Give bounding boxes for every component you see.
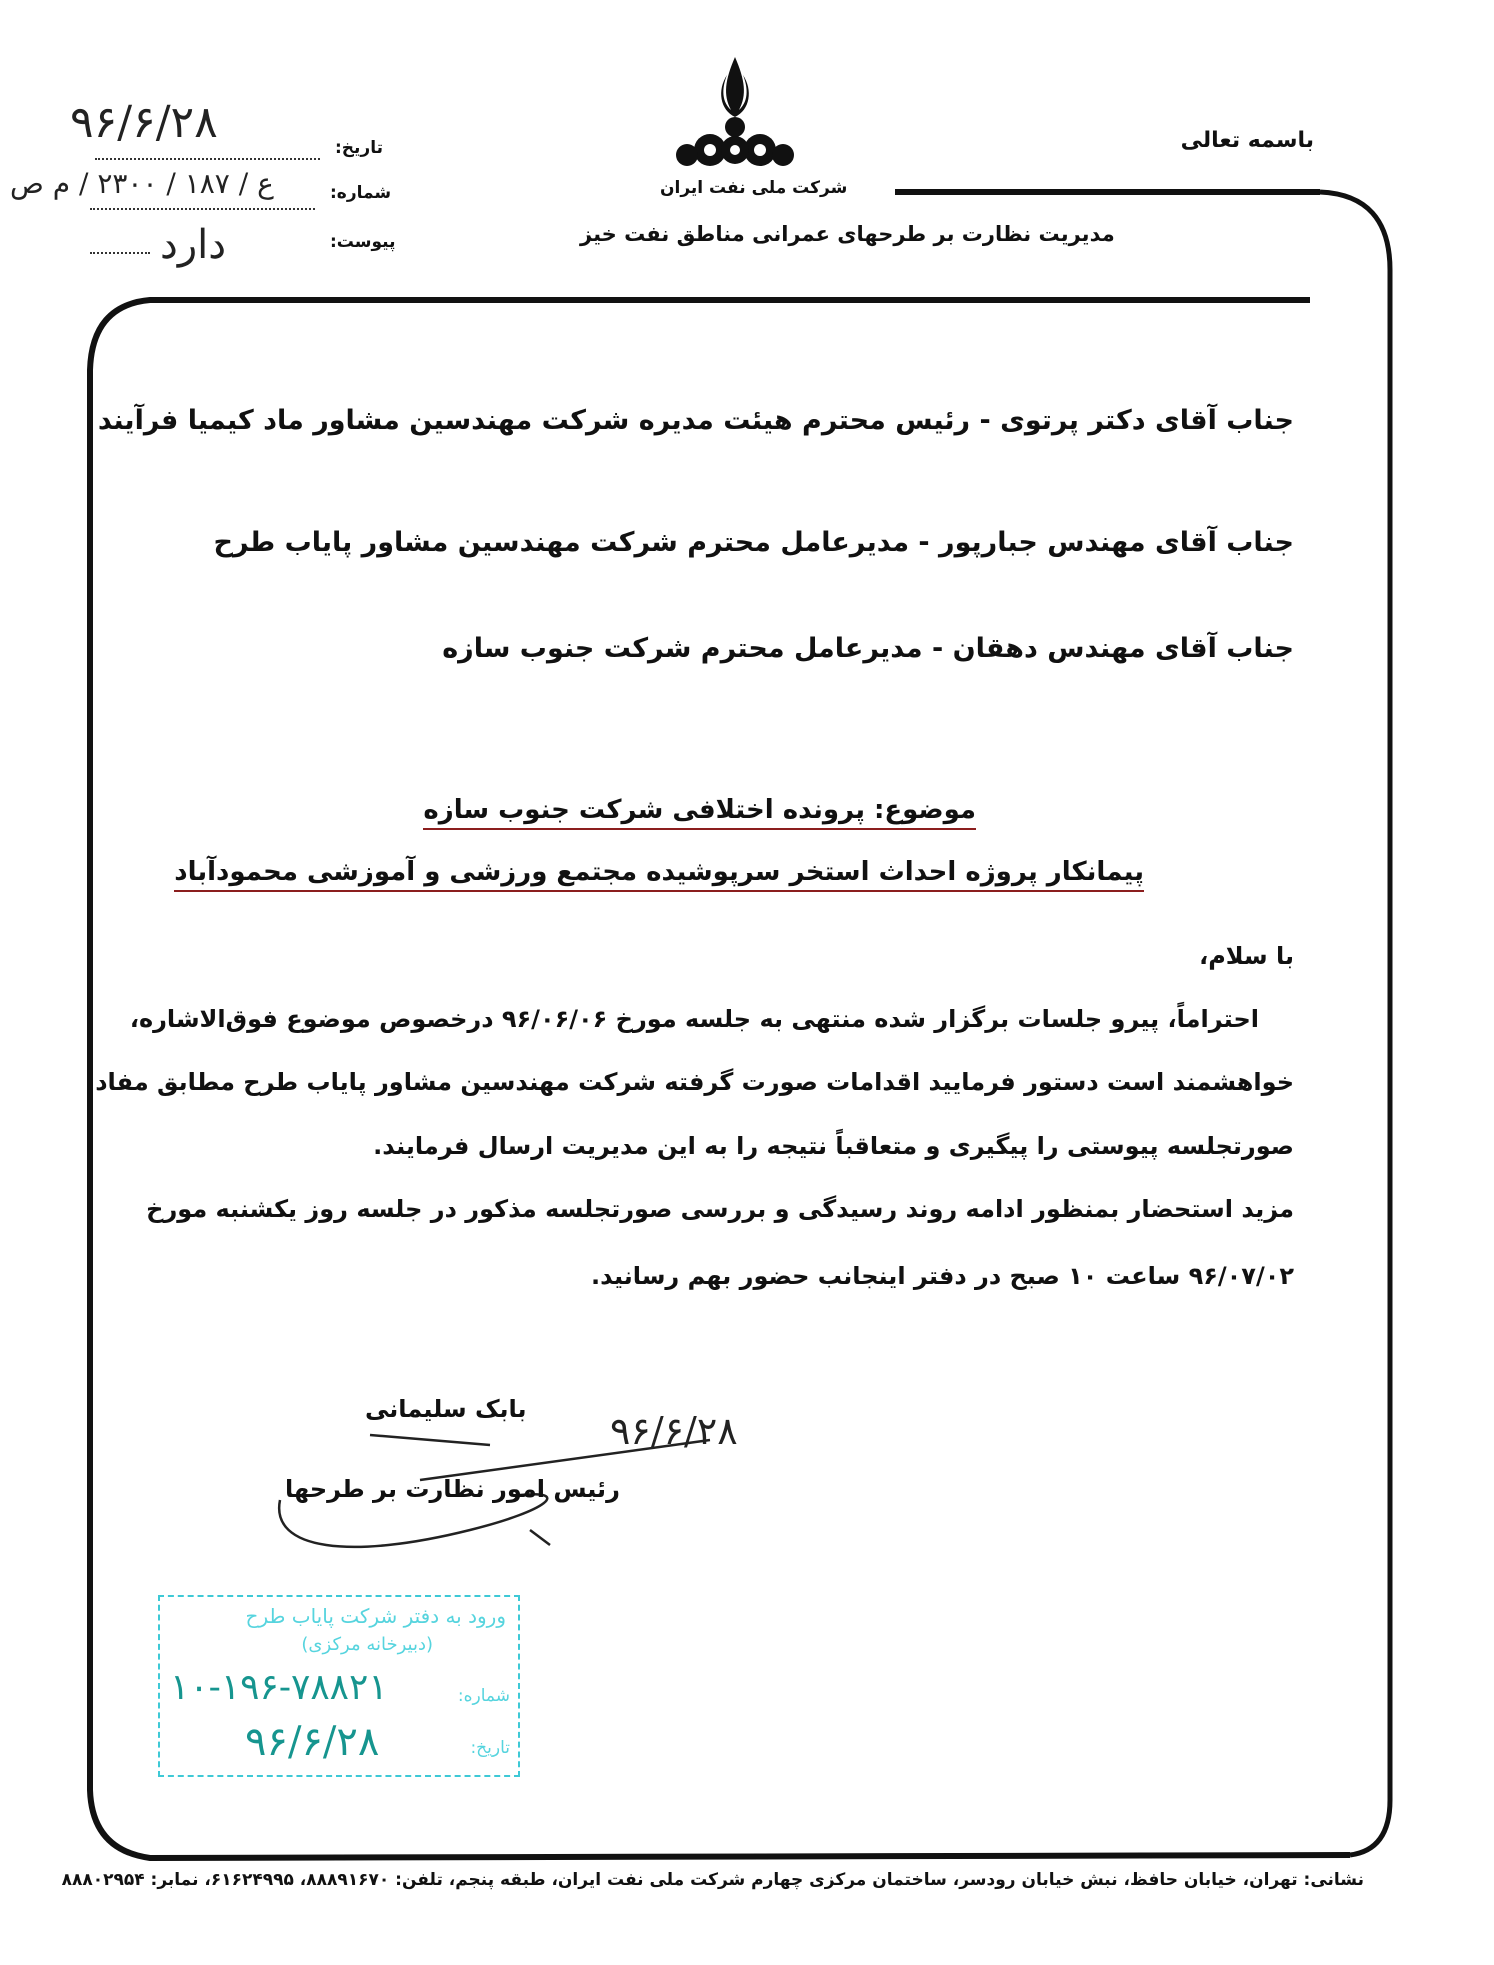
signature-date: ۹۶/۶/۲۸ — [610, 1409, 738, 1453]
body-line-2: خواهشمند است دستور فرمایید اقدامات صورت گرفته شرکت مهندسین مشاور پایاب طرح مطابق مفاد — [95, 1068, 1294, 1096]
body-line-3: صورتجلسه پیوستی را پیگیری و متعاقباً نتیجه را به این مدیریت ارسال فرمایند. — [373, 1132, 1294, 1160]
invocation-text: باسمه تعالی — [1180, 128, 1314, 153]
stamp-title: ورود به دفتر شرکت پایاب طرح — [245, 1604, 506, 1628]
handwritten-date: ۹۶/۶/۲۸ — [70, 97, 218, 148]
handwritten-number: ع / ۱۸۷ / ۲۳۰۰ / م ص — [10, 167, 274, 200]
subject-line-2: پیمانکار پروژه احداث استخر سرپوشیده مجتمع ورزشی و آموزشی محمودآباد — [174, 857, 1144, 892]
body-line-5: ۹۶/۰۷/۰۲ ساعت ۱۰ صبح در دفتر اینجانب حضور بهم رسانید. — [591, 1262, 1294, 1290]
number-dotted-line — [90, 208, 315, 210]
handwritten-attachment: دارد — [160, 222, 227, 268]
footer-address: نشانی: تهران، خیابان حافظ، نبش خیابان رودسر، ساختمان مرکزی چهارم شرکت ملی نفت ایران، طبقه پنجم، تلفن: ۸۸۸۹۱۶۷۰، ۶۱۶۲۴۹۹۵، نمابر: ۸۸۸۰۲۹۵۴ — [61, 1870, 1364, 1890]
stamp-subtitle: (دبیرخانه مرکزی) — [301, 1634, 433, 1655]
addressee-1: جناب آقای دکتر پرتوی - رئیس محترم هیئت مدیره شرکت مهندسین مشاور ماد کیمیا فرآیند — [97, 405, 1294, 436]
body-line-1: احتراماً، پیرو جلسات برگزار شده منتهی به جلسه مورخ ۹۶/۰۶/۰۶ درخصوص موضوع فوق‌الاشاره، — [129, 1005, 1259, 1033]
stamp-date-value: ۹۶/۶/۲۸ — [245, 1719, 380, 1765]
signatory-title: رئیس امور نظارت بر طرحها — [285, 1475, 620, 1503]
stamp-number-value: ۱۰-۱۹۶-۷۸۸۲۱ — [170, 1667, 388, 1708]
addressee-3: جناب آقای مهندس دهقان - مدیرعامل محترم شرکت جنوب سازه — [442, 633, 1294, 664]
body-line-4: مزید استحضار بمنظور ادامه روند رسیدگی و بررسی صورتجلسه مذکور در جلسه روز یکشنبه مورخ — [146, 1195, 1294, 1223]
subject-line-1: موضوع: پرونده اختلافی شرکت جنوب سازه — [423, 795, 976, 830]
attachment-label: پیوست: — [330, 232, 396, 252]
company-name: شرکت ملی نفت ایران — [660, 178, 848, 198]
stamp-number-label: شماره: — [457, 1686, 510, 1706]
attachment-dotted-line — [90, 252, 150, 254]
nioc-logo — [665, 55, 805, 175]
greeting: با سلام، — [1199, 942, 1294, 970]
received-stamp — [158, 1595, 520, 1777]
stamp-date-label: تاریخ: — [470, 1738, 510, 1758]
addressee-2: جناب آقای مهندس جبارپور - مدیرعامل محترم شرکت مهندسین مشاور پایاب طرح — [213, 527, 1294, 558]
department-name: مدیریت نظارت بر طرحهای عمرانی مناطق نفت خیز — [580, 222, 1115, 246]
signatory-name: بابک سلیمانی — [365, 1395, 527, 1423]
date-label: تاریخ: — [335, 138, 383, 158]
number-label: شماره: — [330, 183, 392, 203]
date-dotted-line — [95, 158, 320, 160]
